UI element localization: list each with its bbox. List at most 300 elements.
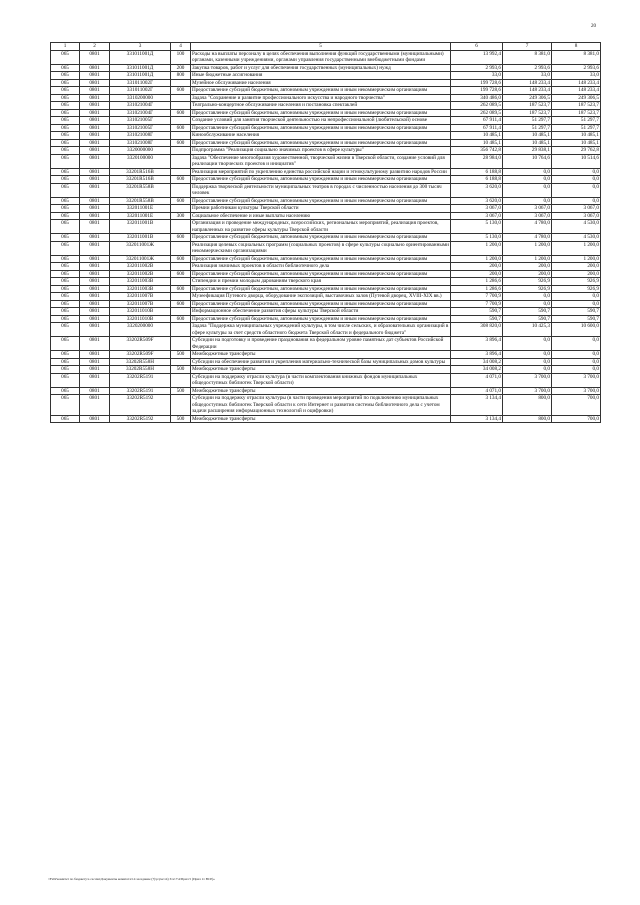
- cell-description: Премии работникам культуры Тверской области: [191, 205, 451, 213]
- table-row: [51, 358, 601, 366]
- table-row: [51, 72, 601, 80]
- cell-amount-year3: 590,7: [552, 315, 601, 323]
- cell-section: 0801: [80, 72, 110, 80]
- cell-target-article: 3320200000: [110, 323, 171, 337]
- table-row: [51, 234, 601, 242]
- cell-target-article: 332011007В: [110, 300, 171, 308]
- cell-section: 0801: [80, 87, 110, 95]
- cell-ministry: 065: [51, 387, 80, 395]
- table-row: [51, 308, 601, 316]
- cell-amount-year2: 3 700,0: [503, 387, 552, 395]
- cell-amount-year2: 0,0: [503, 300, 552, 308]
- cell-description: Межбюджетные трансферты: [191, 351, 451, 359]
- table-row: [51, 300, 601, 308]
- cell-description: Предоставление субсидий бюджетным, автономным учреждениям и иным некоммерческим организациям: [191, 197, 451, 205]
- cell-amount-year3: 590,7: [552, 308, 601, 316]
- cell-expense-type: [171, 147, 191, 155]
- cell-amount-year2: 10 485,1: [503, 139, 552, 147]
- cell-section: 0801: [80, 285, 110, 293]
- cell-target-article: 3320100000: [110, 154, 171, 168]
- cell-expense-type: [171, 263, 191, 271]
- cell-amount-year1: 199 728,6: [451, 79, 503, 87]
- cell-section: 0801: [80, 308, 110, 316]
- cell-description: Задача "Обеспечение многообразия художественной, творческой жизни в Тверской области, создание условий для реализации творческих проектов и инициатив": [191, 154, 451, 168]
- cell-description: Предоставление субсидий бюджетным, автономным учреждениям и иным некоммерческим организациям: [191, 109, 451, 117]
- cell-description: Организация и проведение международных, всероссийских, региональных мероприятий, реализация проектов, направленных на развитие сферы культуры Тверской области: [191, 220, 451, 234]
- cell-amount-year2: 10 764,6: [503, 154, 552, 168]
- cell-target-article: 33202R558Н: [110, 366, 171, 374]
- cell-description: Задача "Сохранение и развитие профессионального искусства и народного творчества": [191, 94, 451, 102]
- cell-amount-year3: 51 297,7: [552, 117, 601, 125]
- cell-ministry: 065: [51, 64, 80, 72]
- cell-expense-type: [171, 132, 191, 140]
- cell-amount-year1: 10 485,1: [451, 132, 503, 140]
- cell-amount-year3: 200,0: [552, 270, 601, 278]
- cell-amount-year1: 3 067,0: [451, 205, 503, 213]
- column-header: 4: [171, 43, 191, 51]
- cell-target-article: 33202R558Н: [110, 358, 171, 366]
- cell-amount-year3: 1 200,0: [552, 241, 601, 255]
- cell-amount-year3: 700,0: [552, 415, 601, 423]
- cell-amount-year3: 0,0: [552, 197, 601, 205]
- cell-target-article: 33202R509F: [110, 351, 171, 359]
- cell-section: 0801: [80, 197, 110, 205]
- table-row: [51, 139, 601, 147]
- cell-target-article: 332011001Е: [110, 205, 171, 213]
- cell-description: Предоставление субсидий бюджетным, автономным учреждениям и иным некоммерческим организациям: [191, 255, 451, 263]
- cell-section: 0801: [80, 220, 110, 234]
- cell-description: Предоставление субсидий бюджетным, автономным учреждениям и иным некоммерческим организациям: [191, 234, 451, 242]
- cell-amount-year1: 6 188,8: [451, 168, 503, 176]
- cell-expense-type: 600: [171, 315, 191, 323]
- cell-expense-type: 600: [171, 234, 191, 242]
- cell-ministry: 065: [51, 79, 80, 87]
- cell-section: 0801: [80, 147, 110, 155]
- cell-amount-year1: 3 067,0: [451, 212, 503, 220]
- cell-section: 0801: [80, 387, 110, 395]
- cell-expense-type: [171, 94, 191, 102]
- cell-amount-year3: 0,0: [552, 183, 601, 197]
- cell-amount-year3: 0,0: [552, 176, 601, 184]
- table-row: [51, 220, 601, 234]
- cell-amount-year3: 187 523,7: [552, 109, 601, 117]
- cell-amount-year1: 5 130,0: [451, 234, 503, 242]
- cell-target-article: 331021008Г: [110, 139, 171, 147]
- cell-section: 0801: [80, 94, 110, 102]
- cell-description: Межбюджетные трансферты: [191, 387, 451, 395]
- cell-amount-year3: 10 485,1: [552, 132, 601, 140]
- cell-description: Социальное обеспечение и иные выплаты населению: [191, 212, 451, 220]
- cell-expense-type: [171, 395, 191, 416]
- table-row: [51, 102, 601, 110]
- cell-section: 0801: [80, 132, 110, 140]
- footer-path: \\Fs02\комитет по бюджету\а сессия\Документы комитета\14 заседание (7)\р\р\к\14) 312-7\4\Прил 5 (Прил 11 ВСР)»: [48, 877, 215, 881]
- cell-amount-year2: 1 200,0: [503, 255, 552, 263]
- cell-target-article: 331011001Д: [110, 64, 171, 72]
- cell-target-article: 332011001Ж: [110, 255, 171, 263]
- cell-amount-year2: 200,0: [503, 263, 552, 271]
- cell-amount-year3: 10 600,0: [552, 323, 601, 337]
- cell-amount-year1: 3 896,4: [451, 351, 503, 359]
- cell-ministry: 065: [51, 117, 80, 125]
- cell-amount-year3: 0,0: [552, 293, 601, 301]
- table-row: [51, 94, 601, 102]
- cell-expense-type: 600: [171, 270, 191, 278]
- cell-ministry: 065: [51, 415, 80, 423]
- cell-target-article: 33201R558В: [110, 183, 171, 197]
- table-row: [51, 263, 601, 271]
- cell-target-article: 33202R5191: [110, 387, 171, 395]
- cell-ministry: 065: [51, 87, 80, 95]
- cell-description: Театрально-концертное обслуживание населения и постановка спектаклей: [191, 102, 451, 110]
- table-row: [51, 366, 601, 374]
- cell-amount-year1: 10 485,1: [451, 139, 503, 147]
- cell-target-article: 332011001Ж: [110, 241, 171, 255]
- table-row: [51, 255, 601, 263]
- cell-section: 0801: [80, 212, 110, 220]
- cell-expense-type: 500: [171, 387, 191, 395]
- cell-amount-year1: 262 089,5: [451, 102, 503, 110]
- cell-description: Предоставление субсидий бюджетным, автономным учреждениям и иным некоммерческим организациям: [191, 285, 451, 293]
- cell-expense-type: 500: [171, 351, 191, 359]
- cell-amount-year2: 3 067,0: [503, 205, 552, 213]
- cell-description: Субсидии на поддержку отрасли культура (в части комплектования книжных фондов муниципальных общедоступных библиотек Тверской области): [191, 373, 451, 387]
- cell-expense-type: 200: [171, 64, 191, 72]
- cell-target-article: 33202R5192: [110, 395, 171, 416]
- cell-ministry: 065: [51, 366, 80, 374]
- cell-ministry: 065: [51, 124, 80, 132]
- cell-section: 0801: [80, 366, 110, 374]
- cell-expense-type: [171, 220, 191, 234]
- cell-target-article: 331021008Г: [110, 132, 171, 140]
- cell-expense-type: [171, 358, 191, 366]
- cell-description: Предоставление субсидий бюджетным, автономным учреждениям и иным некоммерческим организациям: [191, 87, 451, 95]
- cell-amount-year1: 1 200,0: [451, 241, 503, 255]
- cell-amount-year2: 0,0: [503, 176, 552, 184]
- cell-amount-year1: 67 911,4: [451, 117, 503, 125]
- cell-amount-year1: 4 071,0: [451, 373, 503, 387]
- table-row: [51, 79, 601, 87]
- cell-ministry: 065: [51, 147, 80, 155]
- cell-expense-type: [171, 278, 191, 286]
- cell-expense-type: [171, 293, 191, 301]
- table-row: [51, 373, 601, 387]
- cell-amount-year3: 700,0: [552, 395, 601, 416]
- cell-section: 0801: [80, 139, 110, 147]
- cell-amount-year1: 200,0: [451, 270, 503, 278]
- cell-description: Предоставление субсидий бюджетным, автономным учреждениям и иным некоммерческим организациям: [191, 124, 451, 132]
- table-row: [51, 147, 601, 155]
- table-row: [51, 241, 601, 255]
- cell-amount-year3: 187 523,7: [552, 102, 601, 110]
- cell-target-article: 33201R516В: [110, 176, 171, 184]
- cell-amount-year2: 0,0: [503, 183, 552, 197]
- table-row: [51, 323, 601, 337]
- table-row: [51, 117, 601, 125]
- cell-target-article: 33202R5191: [110, 373, 171, 387]
- cell-description: Расходы на выплаты персоналу в целях обеспечения выполнения функций государственными (муниципальными) органами, казенными учреждениями, органами управления государственными внебюджетными фондами: [191, 50, 451, 64]
- table-row: [51, 168, 601, 176]
- cell-amount-year3: 33,0: [552, 72, 601, 80]
- cell-ministry: 065: [51, 220, 80, 234]
- cell-section: 0801: [80, 395, 110, 416]
- cell-target-article: 332011010В: [110, 308, 171, 316]
- cell-amount-year3: 4 530,0: [552, 220, 601, 234]
- column-header: 6: [451, 43, 503, 51]
- cell-amount-year2: 0,0: [503, 358, 552, 366]
- cell-expense-type: [171, 79, 191, 87]
- cell-section: 0801: [80, 358, 110, 366]
- cell-expense-type: 600: [171, 255, 191, 263]
- cell-expense-type: 500: [171, 366, 191, 374]
- cell-expense-type: 300: [171, 212, 191, 220]
- cell-amount-year2: 590,7: [503, 315, 552, 323]
- cell-section: 0801: [80, 168, 110, 176]
- column-header: 3: [110, 43, 171, 51]
- cell-section: 0801: [80, 176, 110, 184]
- cell-amount-year1: 199 728,6: [451, 87, 503, 95]
- cell-expense-type: 600: [171, 139, 191, 147]
- cell-target-article: 331011001Д: [110, 50, 171, 64]
- cell-amount-year2: 0,0: [503, 197, 552, 205]
- cell-expense-type: 600: [171, 87, 191, 95]
- cell-amount-year2: 926,9: [503, 285, 552, 293]
- cell-ministry: 065: [51, 263, 80, 271]
- cell-amount-year2: 51 297,7: [503, 124, 552, 132]
- cell-description: Межбюджетные трансферты: [191, 415, 451, 423]
- column-header: 5: [191, 43, 451, 51]
- table-row: [51, 415, 601, 423]
- cell-amount-year2: 0,0: [503, 351, 552, 359]
- cell-ministry: 065: [51, 212, 80, 220]
- cell-ministry: 065: [51, 323, 80, 337]
- cell-amount-year3: 148 233,4: [552, 87, 601, 95]
- cell-section: 0801: [80, 234, 110, 242]
- cell-section: 0801: [80, 351, 110, 359]
- cell-description: Предоставление субсидий бюджетным, автономным учреждениям и иным некоммерческим организациям: [191, 270, 451, 278]
- cell-amount-year2: 0,0: [503, 293, 552, 301]
- table-row: [51, 87, 601, 95]
- column-header: 1: [51, 43, 80, 51]
- cell-amount-year1: 308 820,0: [451, 323, 503, 337]
- cell-amount-year2: 33,0: [503, 72, 552, 80]
- cell-amount-year3: 3 067,0: [552, 212, 601, 220]
- table-row: [51, 205, 601, 213]
- cell-section: 0801: [80, 79, 110, 87]
- cell-ministry: 065: [51, 139, 80, 147]
- cell-amount-year3: 2 993,6: [552, 64, 601, 72]
- column-header: 2: [80, 43, 110, 51]
- cell-target-article: 331011001Д: [110, 72, 171, 80]
- table-row: [51, 109, 601, 117]
- table-row: [51, 132, 601, 140]
- cell-target-article: 332011001Е: [110, 212, 171, 220]
- cell-amount-year2: 148 233,4: [503, 87, 552, 95]
- cell-section: 0801: [80, 323, 110, 337]
- cell-amount-year2: 0,0: [503, 337, 552, 351]
- cell-expense-type: [171, 323, 191, 337]
- cell-ministry: 065: [51, 234, 80, 242]
- cell-amount-year1: 340 486,0: [451, 94, 503, 102]
- cell-section: 0801: [80, 102, 110, 110]
- cell-section: 0801: [80, 278, 110, 286]
- cell-amount-year3: 0,0: [552, 358, 601, 366]
- cell-amount-year2: 800,0: [503, 395, 552, 416]
- table-row: [51, 183, 601, 197]
- cell-ministry: 065: [51, 154, 80, 168]
- cell-target-article: 331021004Г: [110, 102, 171, 110]
- cell-amount-year3: 4 530,0: [552, 234, 601, 242]
- cell-description: Реализация целевых социальных программ (социальных проектов) в сфере культуры социально ориентированными некоммерческими организациями: [192, 241, 449, 254]
- cell-amount-year3: 8 381,0: [552, 50, 601, 64]
- cell-description: Создание условий для занятия творческой деятельностью на непрофессиональной (любительской) основе: [191, 117, 451, 125]
- table-row: [51, 351, 601, 359]
- cell-amount-year1: 3 620,0: [451, 197, 503, 205]
- cell-section: 0801: [80, 183, 110, 197]
- cell-description: Предоставление субсидий бюджетным, автономным учреждениям и иным некоммерческим организациям: [191, 176, 451, 184]
- column-header: 7: [503, 43, 552, 51]
- cell-target-article: 331011002Г: [110, 79, 171, 87]
- cell-expense-type: [171, 205, 191, 213]
- page-number: 20: [591, 24, 596, 29]
- cell-ministry: 065: [51, 285, 80, 293]
- cell-amount-year3: 148 233,4: [552, 79, 601, 87]
- cell-description: Стипендии и премии молодым дарованиям тверского края: [191, 278, 451, 286]
- cell-expense-type: 600: [171, 285, 191, 293]
- cell-amount-year2: 3 700,0: [503, 373, 552, 387]
- cell-ministry: 065: [51, 132, 80, 140]
- cell-ministry: 065: [51, 293, 80, 301]
- cell-ministry: 065: [51, 94, 80, 102]
- cell-expense-type: [171, 168, 191, 176]
- cell-amount-year3: 10 514,6: [552, 154, 601, 168]
- cell-description: Музеефикация Путевого дворца, оборудование экспозиций, выставочных залов (Путевой дворец, XVIII-XIX вв.): [191, 293, 451, 301]
- cell-ministry: 065: [51, 351, 80, 359]
- cell-amount-year1: 7 700,9: [451, 300, 503, 308]
- cell-ministry: 065: [51, 308, 80, 316]
- cell-ministry: 065: [51, 373, 80, 387]
- cell-amount-year3: 0,0: [552, 366, 601, 374]
- cell-section: 0801: [80, 50, 110, 64]
- cell-amount-year3: 3 067,0: [552, 205, 601, 213]
- cell-amount-year3: 926,9: [552, 278, 601, 286]
- cell-amount-year2: 249 306,5: [503, 94, 552, 102]
- cell-ministry: 065: [51, 50, 80, 64]
- table-row: [51, 176, 601, 184]
- cell-target-article: 331021005Г: [110, 117, 171, 125]
- cell-amount-year1: 67 911,4: [451, 124, 503, 132]
- cell-ministry: 065: [51, 241, 80, 255]
- cell-amount-year1: 590,7: [451, 315, 503, 323]
- cell-description: Реализация значимых проектов в области библиотечного дела: [191, 263, 451, 271]
- cell-amount-year1: 34 008,2: [451, 366, 503, 374]
- cell-description: Субсидии на обеспечение развития и укрепления материально-технической базы муниципальных домов культуры: [191, 358, 451, 366]
- cell-amount-year2: 4 780,0: [503, 220, 552, 234]
- cell-amount-year3: 249 306,5: [552, 94, 601, 102]
- cell-expense-type: 600: [171, 109, 191, 117]
- cell-amount-year2: 1 200,0: [503, 241, 552, 255]
- cell-amount-year2: 0,0: [503, 366, 552, 374]
- cell-description: Музейное обслуживание населения: [191, 79, 451, 87]
- cell-amount-year2: 8 381,0: [503, 50, 552, 64]
- table-row: [51, 270, 601, 278]
- cell-expense-type: [171, 102, 191, 110]
- cell-amount-year2: 148 233,4: [503, 79, 552, 87]
- budget-table: [50, 42, 601, 423]
- cell-ministry: 065: [51, 72, 80, 80]
- cell-section: 0801: [80, 117, 110, 125]
- cell-expense-type: [171, 117, 191, 125]
- cell-section: 0801: [80, 255, 110, 263]
- cell-ministry: 065: [51, 300, 80, 308]
- cell-ministry: 065: [51, 270, 80, 278]
- cell-section: 0801: [80, 293, 110, 301]
- cell-section: 0801: [80, 337, 110, 351]
- cell-amount-year1: 3 620,0: [451, 183, 503, 197]
- cell-amount-year1: 356 742,8: [451, 147, 503, 155]
- table-row: [51, 212, 601, 220]
- cell-description: Поддержка творческой деятельности муниципальных театров в городах с численностью населения до 300 тысяч человек: [191, 183, 451, 197]
- cell-amount-year3: 3 700,0: [552, 387, 601, 395]
- cell-ministry: 065: [51, 168, 80, 176]
- cell-amount-year3: 29 762,8: [552, 147, 601, 155]
- table-row: [51, 387, 601, 395]
- cell-ministry: 065: [51, 183, 80, 197]
- cell-section: 0801: [80, 415, 110, 423]
- table-header-row: [51, 43, 601, 51]
- cell-expense-type: [171, 154, 191, 168]
- cell-section: 0801: [80, 263, 110, 271]
- cell-section: 0801: [80, 315, 110, 323]
- cell-expense-type: [171, 337, 191, 351]
- cell-amount-year1: 2 993,6: [451, 64, 503, 72]
- cell-target-article: 332011003В: [110, 278, 171, 286]
- cell-amount-year3: 3 700,0: [552, 373, 601, 387]
- cell-amount-year2: 800,0: [503, 415, 552, 423]
- cell-amount-year2: 3 067,0: [503, 212, 552, 220]
- cell-amount-year2: 590,7: [503, 308, 552, 316]
- table-row: [51, 337, 601, 351]
- cell-amount-year3: 200,0: [552, 263, 601, 271]
- table-row: [51, 64, 601, 72]
- cell-target-article: 332011002В: [110, 270, 171, 278]
- cell-description: Предоставление субсидий бюджетным, автономным учреждениям и иным некоммерческим организациям: [191, 139, 451, 147]
- cell-amount-year2: 187 523,7: [503, 102, 552, 110]
- cell-target-article: 332011007В: [110, 293, 171, 301]
- cell-section: 0801: [80, 241, 110, 255]
- cell-description: Межбюджетные трансферты: [191, 366, 451, 374]
- cell-amount-year1: 1 200,0: [451, 255, 503, 263]
- cell-target-article: 332011001В: [110, 234, 171, 242]
- cell-amount-year3: 1 200,0: [552, 255, 601, 263]
- cell-amount-year3: 0,0: [552, 300, 601, 308]
- cell-expense-type: 600: [171, 197, 191, 205]
- cell-amount-year1: 34 008,2: [451, 358, 503, 366]
- table-row: [51, 285, 601, 293]
- cell-amount-year1: 4 071,0: [451, 387, 503, 395]
- cell-description: Реализация мероприятий по укреплению единства российской нации и этнокультурному развитию народов России: [191, 168, 451, 176]
- cell-description: Предоставление субсидий бюджетным, автономным учреждениям и иным некоммерческим организациям: [191, 315, 451, 323]
- cell-amount-year1: 3 134,4: [451, 415, 503, 423]
- cell-target-article: 33202R5192: [110, 415, 171, 423]
- cell-target-article: 331011002Г: [110, 87, 171, 95]
- cell-target-article: 3320000000: [110, 147, 171, 155]
- cell-amount-year2: 187 523,7: [503, 109, 552, 117]
- cell-section: 0801: [80, 109, 110, 117]
- cell-target-article: 33201R516В: [110, 168, 171, 176]
- cell-target-article: 331021005Г: [110, 124, 171, 132]
- cell-expense-type: 600: [171, 300, 191, 308]
